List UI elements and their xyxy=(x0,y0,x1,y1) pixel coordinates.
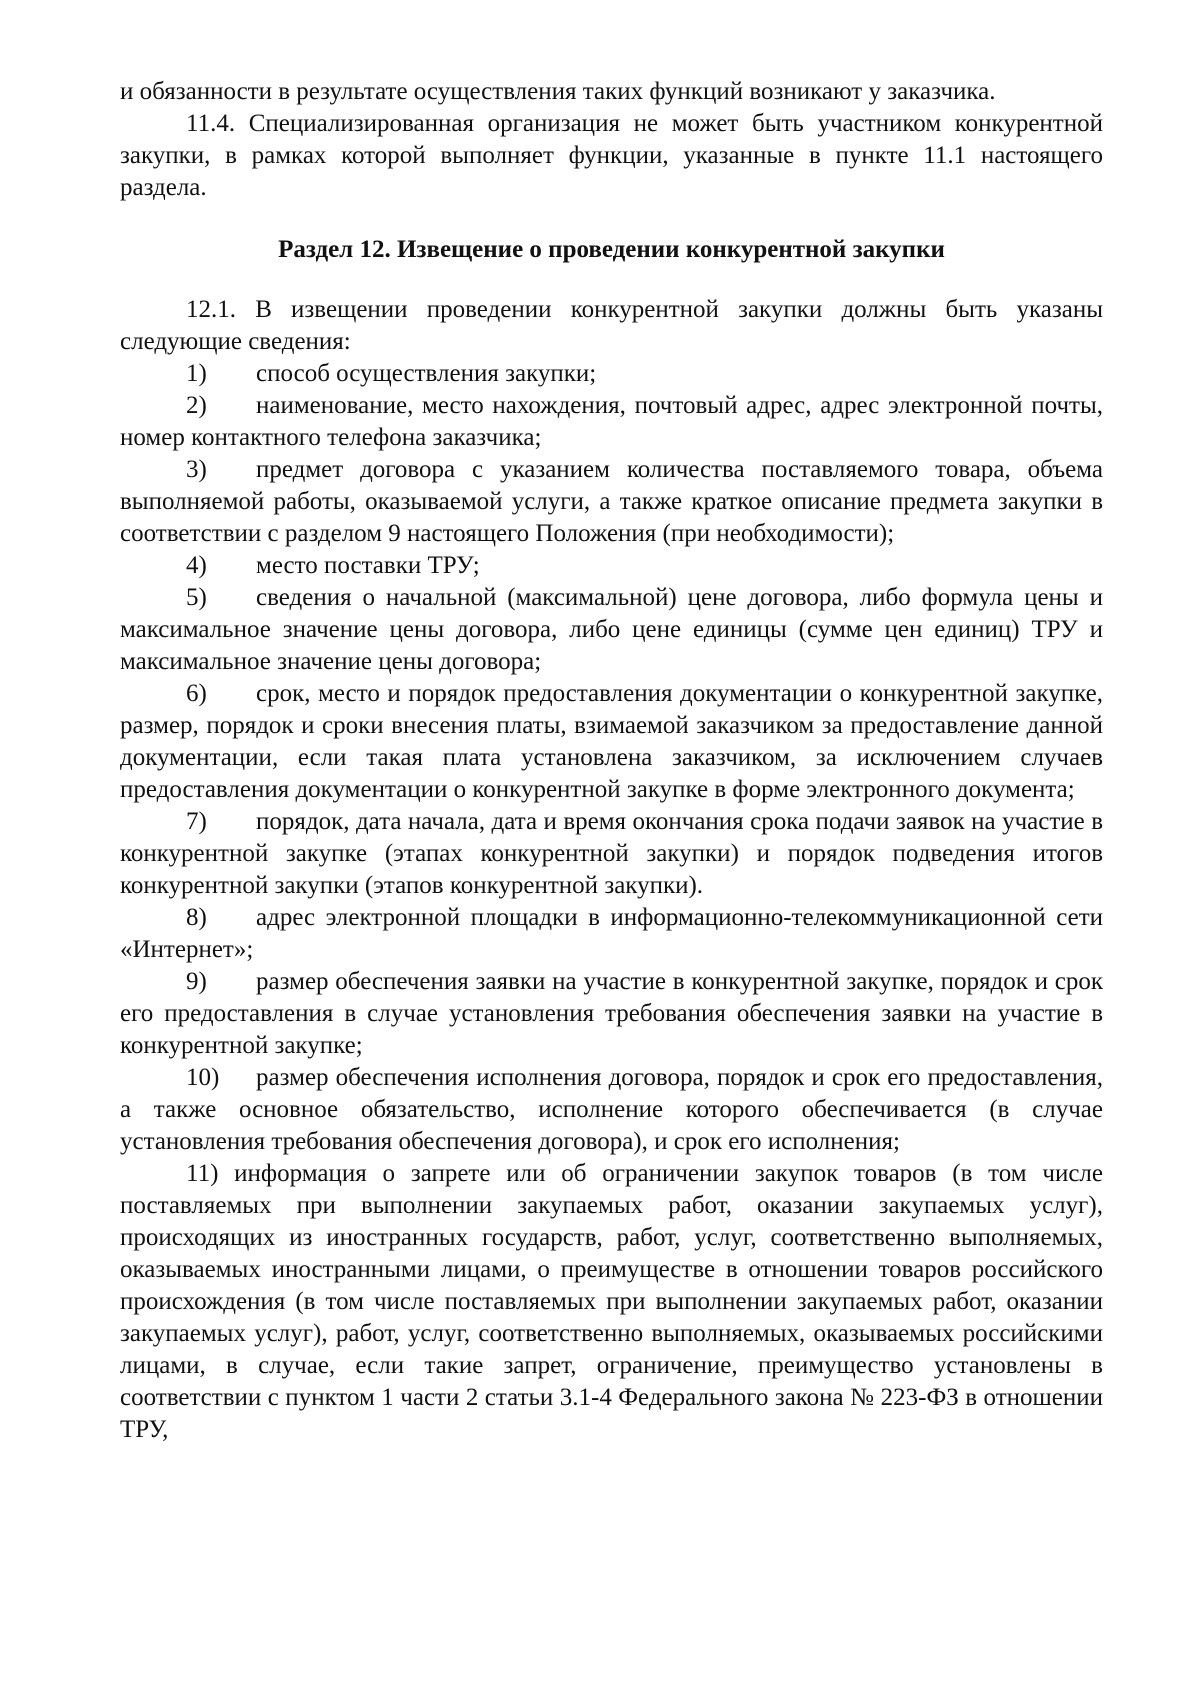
list-item-text: место поставки ТРУ; xyxy=(256,552,480,579)
paragraph-12-1: 12.1. В извещении проведении конкурентной закупки должны быть указаны следующие сведения: xyxy=(120,296,1103,355)
list-item-number: 4) xyxy=(186,552,207,579)
list-item xyxy=(120,966,1103,1062)
document-body xyxy=(120,76,1103,1446)
list-item-number: 9) xyxy=(186,968,207,995)
list-item xyxy=(120,806,1103,902)
list-item-number: 3) xyxy=(186,456,207,483)
list-item-number: 10) xyxy=(186,1064,220,1091)
list-item-text: порядок, дата начала, дата и время окончания срока подачи заявок на участие в конкурентной закупке (этапах конкурентной закупки) и порядок подведения итогов конкурентной закупки (этапов конкурентной закупки). xyxy=(120,808,1103,899)
section-title: Раздел 12. Извещение о проведении конкурентной закупки xyxy=(278,236,945,263)
list-item-text: срок, место и порядок предоставления документации о конкурентной закупке, размер, порядок и сроки внесения платы, взимаемой заказчиком за предоставление данной документации, если такая плата установлена заказчиком, за исключением случаев предоставления документации о конкурентной закупке в форме электронного документа; xyxy=(120,680,1103,803)
list-item xyxy=(120,390,1103,454)
list-item-number: 6) xyxy=(186,680,207,707)
list-item-number: 1) xyxy=(186,360,207,387)
list-item-text: размер обеспечения исполнения договора, порядок и срок его предоставления, а также основное обязательство, исполнение которого обеспечивается (в случае установления требования обеспечения договора), и срок его исполнения; xyxy=(120,1064,1103,1155)
list-item-number: 8) xyxy=(186,904,207,931)
list-item-number: 2) xyxy=(186,392,207,419)
list-item-text: сведения о начальной (максимальной) цене договора, либо формула цены и максимальное значение цены договора, либо цене единицы (сумме цен единиц) ТРУ и максимальное значение цены договора; xyxy=(120,584,1103,675)
list-item xyxy=(120,902,1103,966)
list-item xyxy=(120,454,1103,550)
list-item xyxy=(120,678,1103,806)
list-item-text: способ осуществления закупки; xyxy=(256,360,597,387)
list-item-text: размер обеспечения заявки на участие в конкурентной закупке, порядок и срок его предоставления в случае установления требования обеспечения заявки на участие в конкурентной закупке; xyxy=(120,968,1103,1059)
list-item-number: 5) xyxy=(186,584,207,611)
paragraph-continuation: и обязанности в результате осуществления таких функций возникают у заказчика. xyxy=(120,78,996,105)
paragraph-11-4: 11.4. Специализированная организация не может быть участником конкурентной закупки, в рамках которой выполняет функции, указанные в пункте 11.1 настоящего раздела. xyxy=(120,110,1103,201)
list-item-text: предмет договора с указанием количества поставляемого товара, объема выполняемой работы, оказываемой услуги, а также краткое описание предмета закупки в соответствии с разделом 9 настоящего Положения (при необходимости); xyxy=(120,456,1103,547)
list-item xyxy=(120,582,1103,678)
list-item-text: наименование, место нахождения, почтовый адрес, адрес электронной почты, номер контактного телефона заказчика; xyxy=(120,392,1103,451)
list-item-text: адрес электронной площадки в информационно-телекоммуникационной сети «Интернет»; xyxy=(120,904,1103,963)
list-item-11: 11) информация о запрете или об ограничении закупок товаров (в том числе поставляемых при выполнении закупаемых работ, оказании закупаемых услуг), происходящих из иностранных государств, работ, услуг, соответственно выполняемых, оказываемых иностранными лицами, о преимуществе в отношении товаров российского происхождения (в том числе поставляемых при выполнении закупаемых работ, оказании закупаемых услуг), работ, услуг, соответственно выполняемых, оказываемых российскими лицами, в случае, если такие запрет, ограничение, преимущество установлены в соответствии с пунктом 1 части 2 статьи 3.1-4 Федерального закона № 223-ФЗ в отношении ТРУ, xyxy=(120,1160,1103,1443)
list-item xyxy=(120,550,1103,582)
list-item xyxy=(120,358,1103,390)
list-item-number: 7) xyxy=(186,808,207,835)
list-item xyxy=(120,1062,1103,1158)
